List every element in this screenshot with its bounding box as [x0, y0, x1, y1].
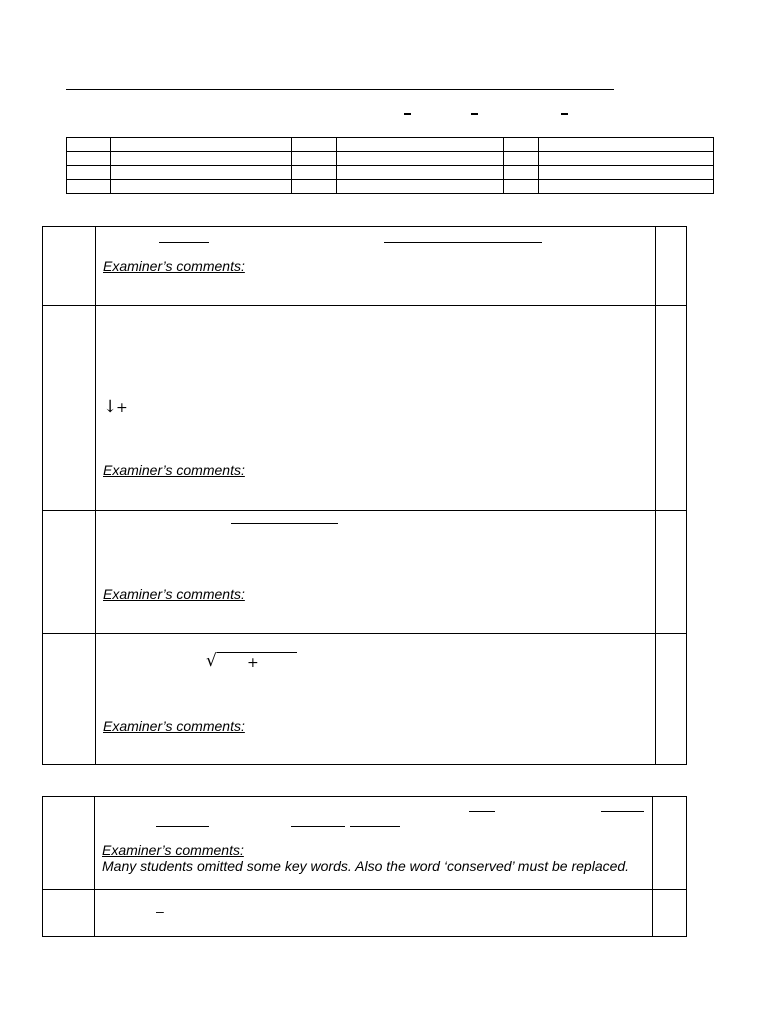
square-root-symbol: √: [206, 651, 217, 671]
row-divider: [43, 889, 686, 890]
answer-underline: [350, 826, 400, 827]
down-arrow-symbol: ↓: [103, 397, 118, 417]
examiner-comments-label: Examiner’s comments:: [102, 842, 244, 858]
header-dash-1: [404, 113, 411, 115]
answer-underline: [156, 826, 209, 827]
header-grid-table: [66, 137, 714, 194]
table-row: [67, 152, 714, 166]
marks-column-divider: [652, 797, 653, 936]
answer-underline: [384, 242, 542, 243]
examiner-comment-text: Many students omitted some key words. Also the word ‘conserved’ must be replaced.: [102, 858, 630, 874]
examiner-comments-label: Examiner’s comments:: [103, 718, 245, 734]
table-row: [67, 166, 714, 180]
examiner-comments-label: Examiner’s comments:: [103, 586, 245, 602]
row-divider: [43, 510, 686, 511]
answer-section-2: [42, 796, 687, 937]
answer-underline: [469, 811, 495, 812]
plus-symbol: +: [247, 655, 259, 671]
marks-column-divider: [655, 227, 656, 764]
answer-underline: [231, 523, 338, 524]
header-rule: [66, 89, 614, 90]
table-row: [67, 180, 714, 194]
plus-symbol: +: [116, 400, 128, 416]
root-vinculum: [217, 652, 297, 653]
number-column-divider: [94, 797, 95, 936]
examiner-comments-label: Examiner’s comments:: [103, 462, 245, 478]
answer-underline: [601, 811, 644, 812]
header-dash-2: [471, 113, 478, 115]
row-divider: [43, 305, 686, 306]
answer-underline: [291, 826, 345, 827]
answer-section-1: [42, 226, 687, 765]
examiner-comments-label: Examiner’s comments:: [103, 258, 245, 274]
number-column-divider: [95, 227, 96, 764]
answer-underline: [159, 242, 209, 243]
table-row: [67, 138, 714, 152]
minus-symbol: –: [156, 903, 164, 919]
header-dash-3: [561, 113, 568, 115]
row-divider: [43, 633, 686, 634]
